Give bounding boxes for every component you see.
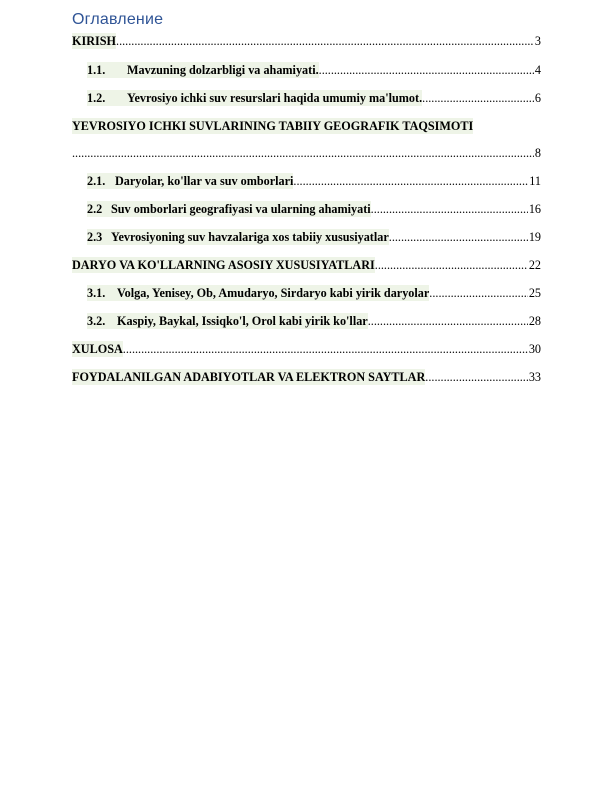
toc-page-number: 22	[528, 258, 541, 272]
toc-heading: Оглавление	[72, 11, 164, 28]
toc-leader-dots	[429, 285, 528, 301]
toc-page-number: 11	[529, 174, 541, 188]
toc-entry-title	[87, 285, 429, 301]
toc-entry-1-1[interactable]	[72, 62, 541, 78]
toc-entry-kirish[interactable]	[72, 33, 541, 49]
toc-entry-text: Volga, Yenisey, Ob, Amudaryo, Sirdaryo kabi yirik daryolar	[117, 286, 430, 300]
toc-entry-title: DARYO VA KO'LLARNING ASOSIY XUSUSIYATLARI	[72, 258, 375, 272]
toc-leader-dots	[425, 369, 528, 385]
toc-page-number: 25	[528, 286, 541, 300]
toc-entry-number: 1.1.	[87, 63, 106, 77]
toc-entry-number: 1.2.	[87, 91, 106, 105]
table-of-contents	[72, 33, 541, 385]
toc-entry-title: XULOSA	[72, 342, 123, 356]
toc-entry-2-2[interactable]	[72, 201, 541, 217]
toc-entry-1-2[interactable]	[72, 90, 541, 106]
toc-page-number: 3	[534, 34, 541, 48]
toc-leader-dots	[319, 62, 534, 78]
toc-page-number: 19	[528, 230, 541, 244]
toc-entry-title: YEVROSIYO ICHKI SUVLARINING TABIIY GEOGRAFIK TAQSIMOTI	[72, 119, 474, 133]
toc-leader-dots	[371, 201, 528, 217]
toc-leader-dots	[389, 229, 528, 245]
toc-entry-text: Daryolar, ko'llar va suv omborlari	[115, 174, 294, 188]
toc-entry-3-1[interactable]	[72, 285, 541, 301]
toc-page-number: 6	[534, 91, 541, 105]
toc-entry-chapter-2[interactable]	[72, 118, 541, 134]
toc-leader-dots	[123, 341, 528, 357]
toc-page-number: 28	[528, 314, 541, 328]
toc-entry-text: Mavzuning dolzarbligi va ahamiyati.	[127, 63, 319, 77]
toc-entry-text: Yevrosiyo ichki suv resurslari haqida umumiy ma'lumot.	[127, 91, 423, 105]
toc-entry-text: Suv omborlari geografiyasi va ularning ahamiyati	[111, 202, 371, 216]
toc-entry-3-2[interactable]	[72, 313, 541, 329]
toc-entry-2-3[interactable]	[72, 229, 541, 245]
toc-entry-xulosa[interactable]	[72, 341, 541, 357]
toc-leader-dots	[368, 313, 528, 329]
toc-entry-title	[87, 201, 371, 217]
toc-leader-dots	[422, 90, 534, 106]
toc-entry-chapter-3[interactable]	[72, 257, 541, 273]
toc-entry-references[interactable]	[72, 369, 541, 385]
toc-page-number: 30	[528, 342, 541, 356]
toc-entry-title	[87, 229, 389, 245]
toc-entry-number: 2.1.	[87, 174, 106, 188]
toc-entry-chapter-2-leader[interactable]	[72, 145, 541, 161]
toc-entry-title	[87, 173, 293, 189]
toc-page-number: 16	[528, 202, 541, 216]
toc-page-number: 8	[534, 146, 541, 160]
toc-entry-title	[87, 90, 422, 106]
toc-entry-2-1[interactable]	[72, 173, 541, 189]
toc-entry-number: 2.3	[87, 230, 103, 244]
toc-entry-title	[87, 313, 368, 329]
toc-entry-title: KIRISH	[72, 34, 117, 48]
toc-leader-dots	[293, 173, 528, 189]
toc-leader-dots	[375, 257, 528, 273]
toc-entry-number: 2.2	[87, 202, 103, 216]
toc-page-number: 4	[534, 63, 541, 77]
toc-page-number: 33	[528, 370, 541, 384]
toc-entry-title: FOYDALANILGAN ADABIYOTLAR VA ELEKTRON SAYTLAR	[72, 370, 426, 384]
toc-entry-text: Kaspiy, Baykal, Issiqko'l, Orol kabi yirik ko'llar	[117, 314, 368, 328]
toc-leader-dots	[72, 145, 534, 161]
toc-entry-title	[87, 62, 319, 78]
toc-entry-number: 3.2.	[87, 314, 106, 328]
toc-leader-dots	[116, 33, 534, 49]
toc-entry-text: Yevrosiyoning suv havzalariga xos tabiiy xususiyatlar	[111, 230, 389, 244]
toc-entry-number: 3.1.	[87, 286, 106, 300]
